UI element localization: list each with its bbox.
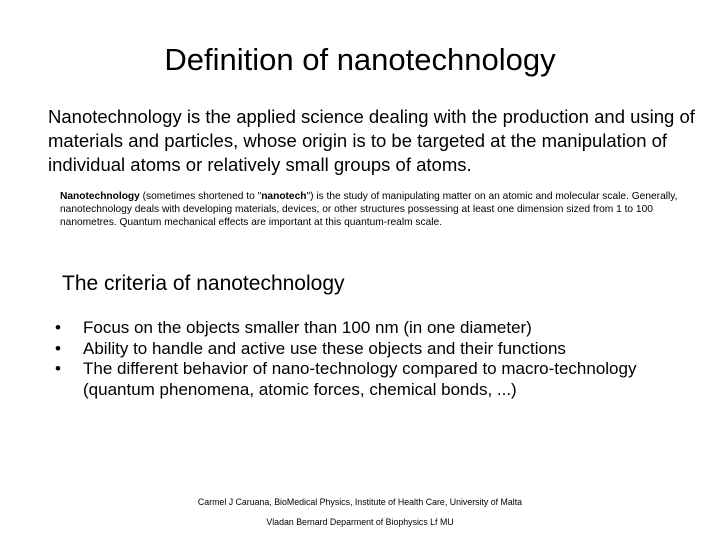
criteria-list (55, 318, 675, 400)
criteria-item (55, 318, 675, 339)
bullet-icon: • (55, 318, 61, 337)
criteria-item-text: The different behavior of nano-technology compared to macro-technology (quantum phenomena, atomic forces, chemical bonds, ...) (83, 359, 637, 399)
footer-credit-1: Carmel J Caruana, BioMedical Physics, Institute of Health Care, University of Malta (197, 497, 523, 507)
note-short-term: nanotech (261, 191, 307, 202)
note-term: Nanotechnology (60, 191, 140, 202)
footer-credit-2: Vladan Bernard Deparment of Biophysics Lf MU (266, 517, 454, 527)
note-text-2: ") is the study of manipulating matter on an atomic and molecular scale. Generally, nanotechnology deals with developing materials, devices, or other structures possessing at least one dimension sized from 1 to 100 nanometres. Quantum mechanical effects are important at this quantum-realm scale. (60, 191, 678, 229)
slide-title: Definition of nanotechnology (164, 42, 556, 77)
bullet-icon: • (55, 359, 61, 378)
criteria-item-text: Focus on the objects smaller than 100 nm (in one diameter) (83, 318, 532, 337)
definition-note (60, 190, 690, 230)
criteria-item-text: Ability to handle and active use these objects and their functions (83, 338, 566, 358)
bullet-icon: • (55, 338, 61, 358)
criteria-item (55, 339, 675, 360)
note-text-1: (sometimes shortened to " (139, 191, 262, 202)
intro-paragraph: Nanotechnology is the applied science dealing with the production and using of materials and particles, whose origin is to be targeted at the manipulation of individual atoms or relatively small groups of atoms. (48, 106, 695, 175)
criteria-item (55, 359, 675, 400)
criteria-heading: The criteria of nanotechnology (62, 272, 345, 295)
